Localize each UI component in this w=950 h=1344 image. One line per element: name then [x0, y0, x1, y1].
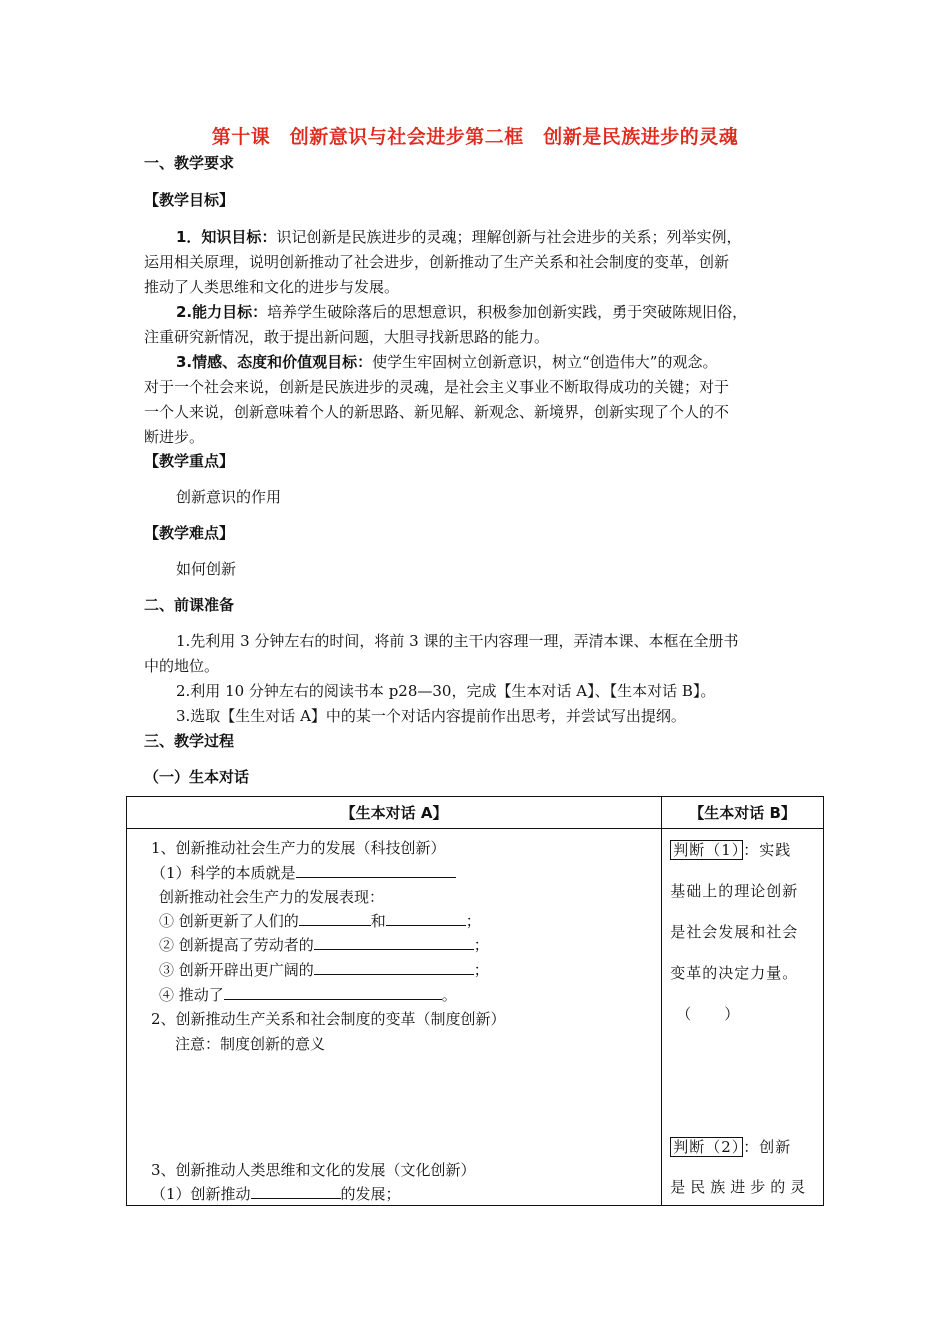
- section-1-heading: 一、教学要求: [144, 154, 235, 172]
- a-item-3-1: （1）创新推动 的发展；: [151, 1185, 401, 1203]
- section-2-heading: 二、前课准备: [144, 596, 235, 614]
- difficulty-label: 【教学难点】: [144, 524, 235, 542]
- judge-1-line-3: 是社会发展和社会: [670, 923, 799, 941]
- column-a-header: 【生本对话 A】: [127, 797, 662, 829]
- goal-1-line-2: 运用相关原理，说明创新推动了社会进步，创新推动了生产关系和社会制度的变革，创新: [144, 253, 730, 271]
- goal-3-line-3: 一个人来说，创新意味着个人的新思路、新见解、新观念、新境界，创新实现了个人的不: [144, 403, 730, 421]
- goal-3-label: 3.情感、态度和价值观目标：: [176, 353, 373, 371]
- a-item-2: 2、创新推动生产关系和社会制度的变革（制度创新）: [151, 1010, 506, 1028]
- goal-1-line-3: 推动了人类思维和文化的进步与发展。: [144, 278, 400, 296]
- goal-2-line-2: 注重研究新情况，敢于提出新问题，大胆寻找新思路的能力。: [144, 328, 550, 346]
- goals-label: 【教学目标】: [144, 191, 235, 209]
- blank-line[interactable]: [299, 912, 371, 926]
- goal-3-line-4: 断进步。: [144, 428, 205, 446]
- a-item-2-note: 注意：制度创新的意义: [175, 1035, 326, 1053]
- judge-2: 判断（2） ：创新: [670, 1136, 791, 1157]
- a-item-1-2: 创新推动社会生产力的发展表现：: [159, 888, 385, 906]
- blank-line[interactable]: [224, 986, 442, 1000]
- prep-1-line-1: 1.先利用 3 分钟左右的时间，将前 3 课的主干内容理一理，弄清本课、本框在全册书: [176, 632, 739, 650]
- dialog-table: [126, 796, 824, 1206]
- goal-1-line-1: 1．知识目标：识记创新是民族进步的灵魂；理解创新与社会进步的关系；列举实例，: [176, 228, 742, 246]
- a-item-3: 3、创新推动人类思维和文化的发展（文化创新）: [151, 1161, 476, 1179]
- a-item-1-6: ④ 推动了 。: [159, 986, 457, 1004]
- prep-1-line-2: 中的地位。: [144, 657, 220, 675]
- blank-line[interactable]: [314, 936, 474, 950]
- difficulty-text: 如何创新: [176, 560, 237, 578]
- column-a-cell: [127, 829, 662, 1206]
- key-point-label: 【教学重点】: [144, 452, 235, 470]
- blank-line[interactable]: [251, 1185, 341, 1199]
- section-3-sub: （一）生本对话: [144, 768, 250, 786]
- goal-3-line-1: 3.情感、态度和价值观目标：使学生牢固树立创新意识，树立“创造伟大”的观念。: [176, 353, 718, 371]
- blank-line[interactable]: [314, 961, 474, 975]
- judge-1-label: 判断（1）: [670, 840, 743, 860]
- goal-1-label: 1．知识目标：: [176, 228, 277, 246]
- judge-1: 判断（1） ：实践: [670, 839, 791, 860]
- goal-2-label: 2.能力目标：: [176, 303, 268, 321]
- goal-3-line-2: 对于一个社会来说，创新是民族进步的灵魂，是社会主义事业不断取得成功的关键；对于: [144, 378, 730, 396]
- column-b-cell: [662, 829, 824, 1206]
- a-item-1-1: （1）科学的本质就是: [151, 862, 456, 883]
- judge-2-label: 判断（2）: [670, 1137, 743, 1157]
- judge-2-line-2: 是民族进步的灵: [670, 1178, 811, 1196]
- goal-2-line-1: 2.能力目标：培养学生破除落后的思想意识，积极参加创新实践，勇于突破陈规旧俗，: [176, 303, 748, 321]
- prep-3: 3.选取【生生对话 A】中的某一个对话内容提前作出思考，并尝试写出提纲。: [176, 707, 686, 725]
- page-title: 第十课 创新意识与社会进步第二框 创新是民族进步的灵魂: [211, 126, 739, 148]
- a-item-1-4: ② 创新提高了劳动者的 ；: [159, 936, 489, 954]
- a-item-1-3: ① 创新更新了人们的 和 ；: [159, 912, 481, 930]
- judge-1-answer[interactable]: （ ）: [676, 1005, 741, 1023]
- a-item-1-5: ③ 创新开辟出更广阔的 ；: [159, 961, 489, 979]
- judge-1-line-2: 基础上的理论创新: [670, 882, 799, 900]
- key-point-text: 创新意识的作用: [176, 488, 282, 506]
- judge-1-line-4: 变革的决定力量。: [670, 964, 799, 982]
- blank-line[interactable]: [386, 912, 466, 926]
- a-item-1: 1、创新推动社会生产力的发展（科技创新）: [151, 839, 446, 857]
- section-3-heading: 三、教学过程: [144, 732, 235, 750]
- prep-2: 2.利用 10 分钟左右的阅读书本 p28—30，完成【生本对话 A】、【生本对话 B】。: [176, 682, 716, 700]
- column-b-header: 【生本对话 B】: [662, 797, 824, 829]
- blank-line[interactable]: [296, 864, 456, 878]
